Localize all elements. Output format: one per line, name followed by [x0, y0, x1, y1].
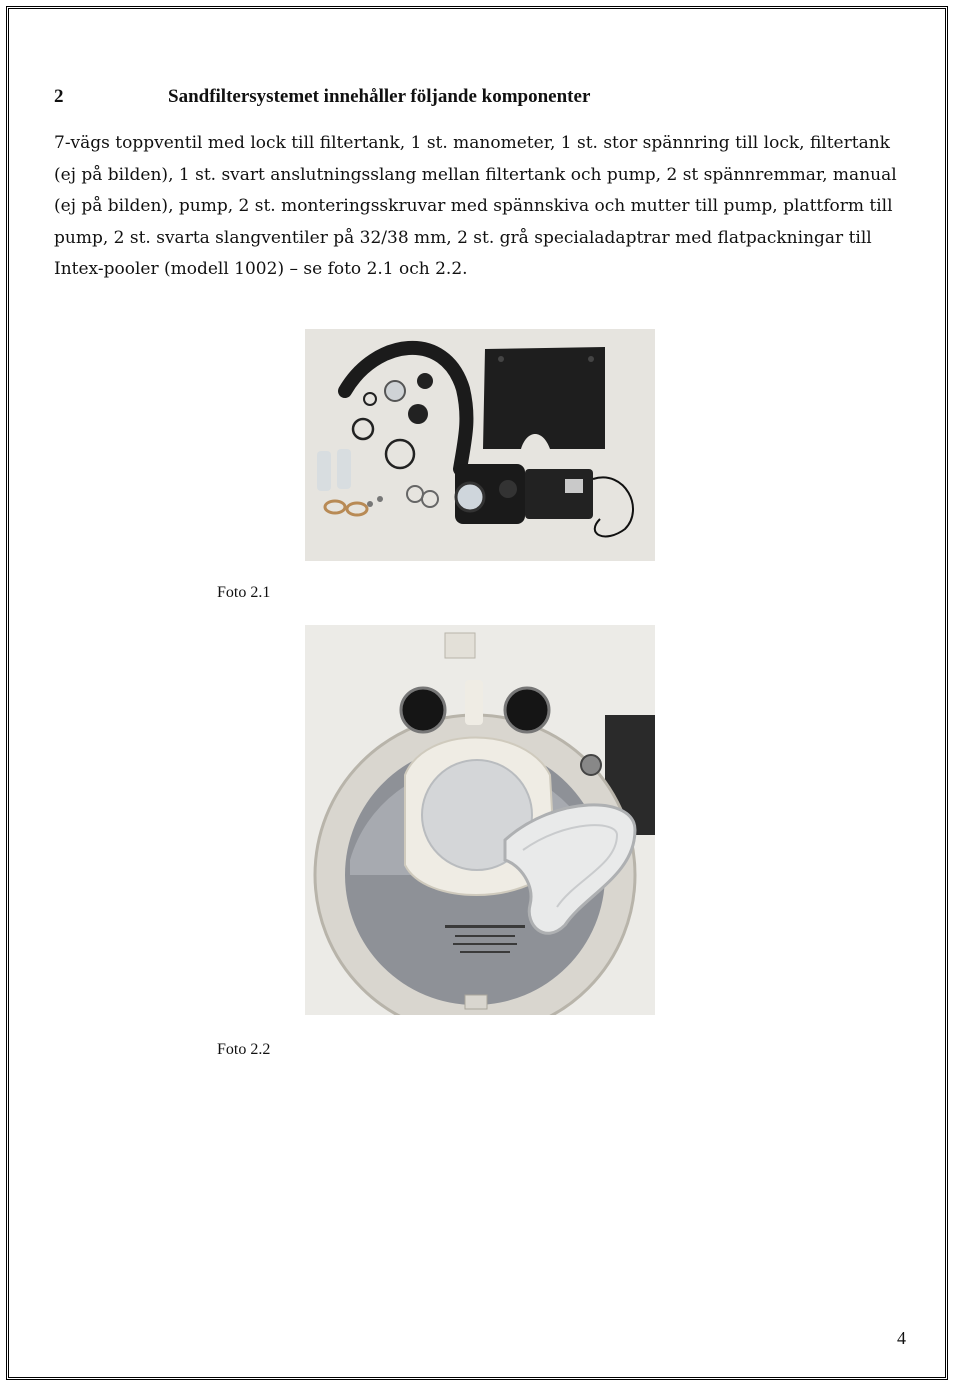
photo-caption: Foto 2.2 [217, 1041, 271, 1058]
body-paragraph: 7-vägs toppventil med lock till filtertank, 1 st. manometer, 1 st. stor spännring till lock, filtertank (ej på bilden), 1 st. svart anslutningsslang mellan filtertank och pump, 2 st spännremmar, manual (ej på bilden), pump, 2 st. monteringsskruvar med spännskiva och mutter till pump, plattform till pump, 2 st. svarta slangventiler på 32/38 mm, 2 st. grå specialadaptrar med flatpackningar till Intex-pooler (modell 1002) – se foto 2.1 och 2.2. [54, 133, 897, 279]
photo-top-valve [305, 625, 655, 1015]
page-number: 4 [897, 1328, 906, 1348]
photo-caption: Foto 2.1 [217, 584, 271, 601]
photo-components [305, 329, 655, 561]
section-number: 2 [54, 86, 64, 107]
section-title: Sandfiltersystemet innehåller följande komponenter [168, 86, 591, 107]
